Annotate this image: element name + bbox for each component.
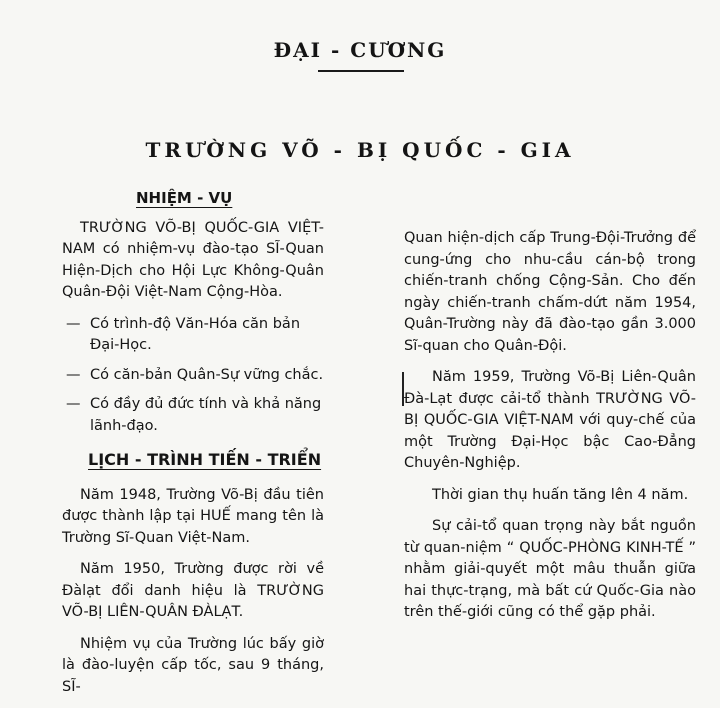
right-column	[404, 228, 696, 634]
mission-heading: NHIỆM - VỤ	[136, 189, 233, 207]
body-paragraph: Quan hiện-dịch cấp Trung-Đội-Trưởng để cung-ứng cho nhu-cầu cán-bộ trong chiến-tranh chống Cộng-Sản. Cho đến ngày chiến-tranh chấm-dứt năm 1954, Quân-Trường này đã đào-tạo gần 3.000 Sĩ-quan cho Quân-Đội.	[404, 230, 696, 354]
title-underline-rule	[318, 70, 404, 72]
bullet-text: Có đầy đủ đức tính và khả năng lãnh-đạo.	[90, 396, 322, 434]
body-paragraph: Sự cải-tổ quan trọng này bắt nguồn từ quan-niệm “ QUỐC-PHÒNG KINH-TẾ ” nhằm giải-quyết một mâu thuẫn giữa hai thực-trạng, mà bất cứ Quốc-Gia nào trên thế-giới cũng có thể gặp phải.	[404, 518, 696, 620]
history-paragraph: Năm 1948, Trường Võ-Bị đầu tiên được thành lập tại HUẾ mang tên là Trường Sĩ-Quan Việt-Nam.	[62, 486, 324, 546]
body-paragraph: Năm 1959, Trường Võ-Bị Liên-Quân Đà-Lạt được cải-tổ thành TRƯỜNG VÕ-BỊ QUỐC-GIA VIỆT-NAM với quy-chế của một Trường Đại-Học bậc Cao-Đẳng Chuyên-Nghiệp.	[404, 369, 696, 471]
bullet-dash: —	[66, 315, 81, 332]
section-title: ĐẠI - CƯƠNG	[273, 38, 447, 62]
bullet-text: Có căn-bản Quân-Sự vững chắc.	[90, 366, 324, 383]
history-heading: LỊCH - TRÌNH TIẾN - TRIỂN	[88, 450, 322, 469]
mission-bullet-list	[62, 314, 324, 438]
history-paragraph: Năm 1950, Trường được rời về Đàlạt đổi danh hiệu là TRƯỜNG VÕ-BỊ LIÊN-QUÂN ĐÀLẠT.	[62, 561, 324, 620]
left-column	[62, 188, 324, 708]
bullet-dash: —	[66, 396, 81, 412]
mission-paragraph: TRƯỜNG VÕ-BỊ QUỐC-GIA VIỆT-NAM có nhiệm-vụ đào-tạo SĨ-Quan Hiện-Dịch cho Hội Lực Không-Quân Quân-Đội Việt-Nam Cộng-Hòa.	[62, 219, 324, 300]
bullet-dash: —	[66, 366, 81, 383]
bullet-item	[62, 394, 324, 437]
bullet-item	[62, 314, 324, 357]
bullet-item	[62, 365, 324, 387]
school-title: TRƯỜNG VÕ - BỊ QUỐC - GIA	[145, 138, 575, 162]
bullet-text: Có trình-độ Văn-Hóa căn bản Đại-Học.	[90, 315, 301, 353]
history-paragraph: Nhiệm vụ của Trường lúc bấy giờ là đào-luyện cấp tốc, sau 9 tháng, SĨ-	[62, 635, 324, 695]
body-paragraph: Thời gian thụ huấn tăng lên 4 năm.	[432, 486, 689, 503]
